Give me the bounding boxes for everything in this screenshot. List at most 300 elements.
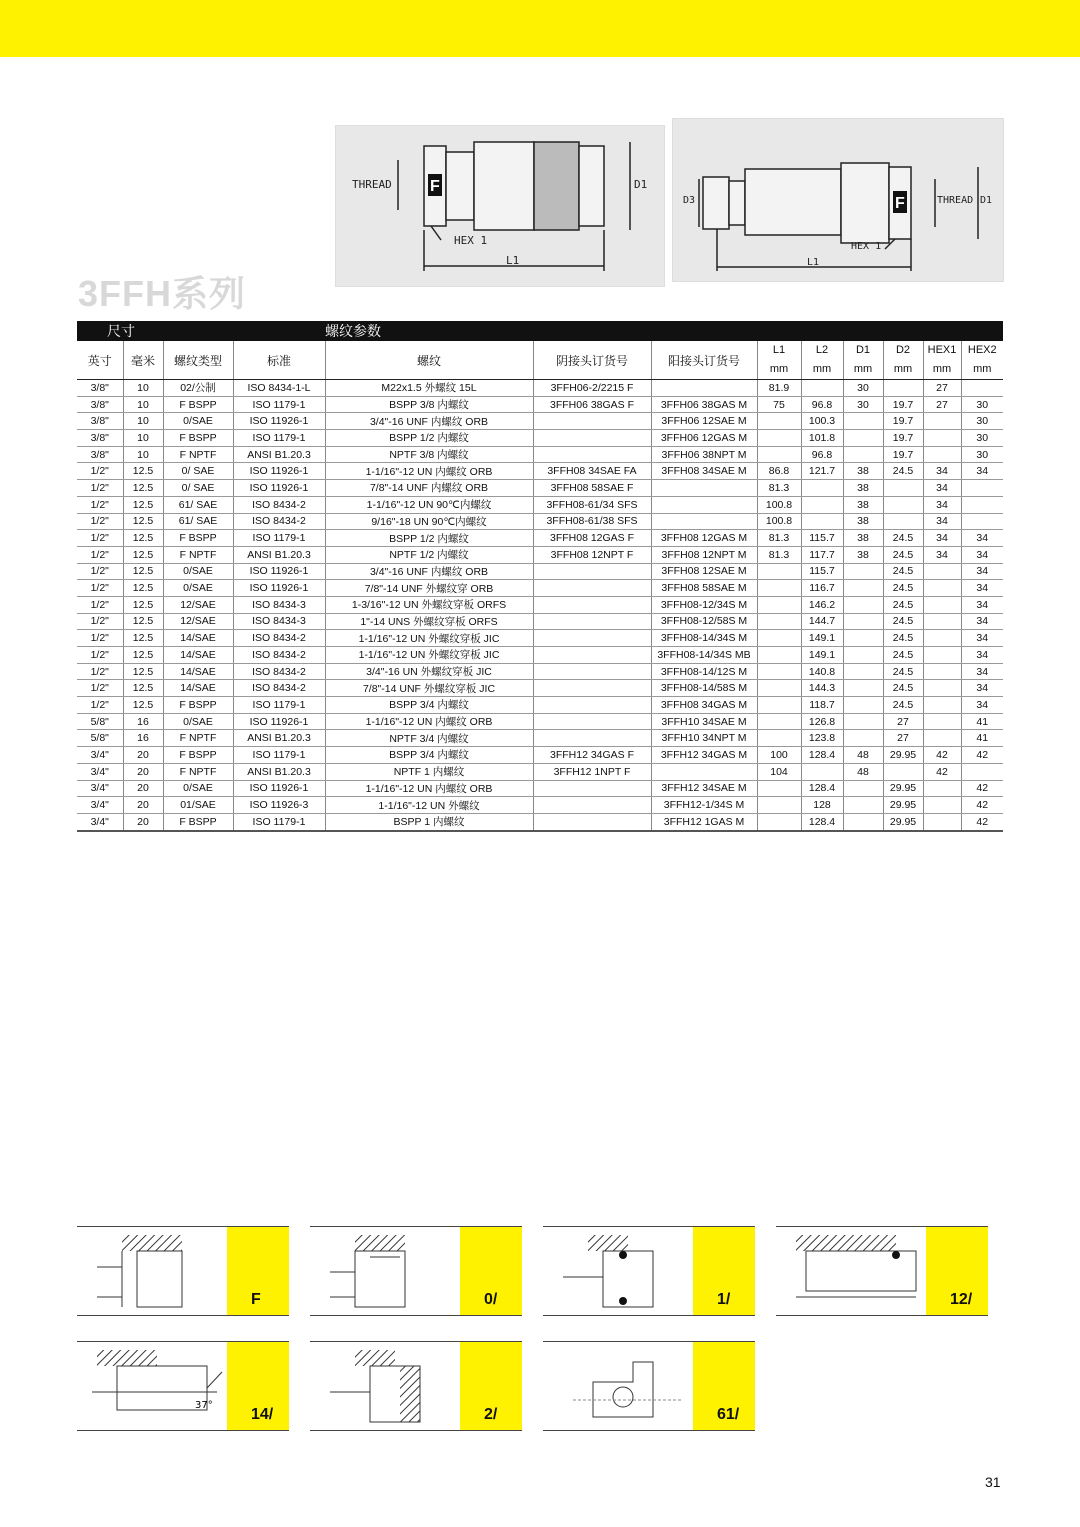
table-cell: [757, 780, 801, 797]
table-cell: 24.5: [883, 580, 923, 597]
table-row: [77, 513, 1003, 530]
table-cell: 34: [961, 647, 1003, 664]
table-cell: 0/SAE: [163, 563, 233, 580]
table-cell: 27: [883, 730, 923, 747]
spec-table: [77, 321, 1003, 832]
table-cell: [883, 763, 923, 780]
table-cell: 0/ SAE: [163, 480, 233, 497]
table-cell: ISO 8434-3: [233, 613, 325, 630]
table-cell: ANSI B1.20.3: [233, 763, 325, 780]
table-cell: [533, 813, 651, 830]
table-cell: [843, 780, 883, 797]
table-cell: 1/2": [77, 630, 123, 647]
table-cell: 3/8": [77, 380, 123, 397]
table-cell: 42: [923, 763, 961, 780]
table-cell: F NPTF: [163, 546, 233, 563]
table-cell: 30: [961, 430, 1003, 447]
table-cell: 27: [883, 713, 923, 730]
table-cell: 34: [923, 496, 961, 513]
table-cell: 20: [123, 763, 163, 780]
table-cell: [533, 713, 651, 730]
table-cell: 1/2": [77, 613, 123, 630]
table-cell: 3FFH08 34SAE FA: [533, 463, 651, 480]
legend-code-tag: [926, 1227, 988, 1315]
table-cell: [533, 797, 651, 814]
table-cell: 30: [843, 396, 883, 413]
table-cell: 3FFH08 12GAS M: [651, 530, 757, 547]
table-cell: 0/SAE: [163, 780, 233, 797]
table-cell: [801, 480, 843, 497]
table-cell: 3FFH08 34SAE M: [651, 463, 757, 480]
table-cell: 34: [961, 463, 1003, 480]
table-cell: BSPP 3/8 内螺纹: [325, 396, 533, 413]
table-cell: 3FFH12 1GAS M: [651, 813, 757, 830]
table-cell: 3FFH06-2/2215 F: [533, 380, 651, 397]
table-cell: 34: [961, 530, 1003, 547]
table-cell: 14/SAE: [163, 630, 233, 647]
table-cell: F NPTF: [163, 763, 233, 780]
table-cell: 1/2": [77, 480, 123, 497]
table-cell: [843, 613, 883, 630]
table-cell: 34: [923, 463, 961, 480]
table-cell: 12.5: [123, 496, 163, 513]
table-cell: 24.5: [883, 697, 923, 714]
table-cell: ISO 11926-1: [233, 463, 325, 480]
table-cell: 1/2": [77, 647, 123, 664]
table-cell: 0/SAE: [163, 413, 233, 430]
col-d2-label: D2: [895, 344, 911, 356]
table-cell: 3/4": [77, 780, 123, 797]
group-size: 尺寸: [77, 321, 325, 341]
table-cell: 128: [801, 797, 843, 814]
table-cell: 0/SAE: [163, 713, 233, 730]
table-cell: 1/2": [77, 663, 123, 680]
table-cell: 1/2": [77, 546, 123, 563]
table-cell: [757, 697, 801, 714]
table-cell: [843, 730, 883, 747]
table-cell: 10: [123, 446, 163, 463]
table-row: [77, 697, 1003, 714]
table-cell: 61/ SAE: [163, 513, 233, 530]
table-cell: 3FFH08-61/38 SFS: [533, 513, 651, 530]
table-cell: F BSPP: [163, 530, 233, 547]
table-cell: ISO 11926-1: [233, 713, 325, 730]
table-cell: 7/8"-14 UNF 外螺纹穿 ORB: [325, 580, 533, 597]
table-cell: [533, 613, 651, 630]
table-cell: 10: [123, 396, 163, 413]
table-cell: 3/8": [77, 446, 123, 463]
table-cell: ISO 8434-2: [233, 647, 325, 664]
table-row: [77, 813, 1003, 830]
table-cell: ANSI B1.20.3: [233, 546, 325, 563]
table-cell: [923, 663, 961, 680]
table-cell: [533, 647, 651, 664]
legend-item: [77, 1226, 289, 1316]
table-cell: 100.8: [757, 513, 801, 530]
table-cell: BSPP 3/4 内螺纹: [325, 697, 533, 714]
table-cell: 24.5: [883, 663, 923, 680]
table-row: [77, 613, 1003, 630]
table-cell: [757, 630, 801, 647]
table-cell: 3FFH12 34GAS F: [533, 747, 651, 764]
table-cell: 27: [923, 396, 961, 413]
table-cell: [883, 380, 923, 397]
table-cell: 3FFH08 12SAE M: [651, 563, 757, 580]
col-d2: [883, 341, 923, 380]
port-14-icon: [77, 1342, 227, 1430]
table-cell: 12/SAE: [163, 596, 233, 613]
table-cell: 3FFH06 38GAS M: [651, 396, 757, 413]
left-thread-label: THREAD: [352, 178, 392, 191]
table-cell: 34: [961, 613, 1003, 630]
table-cell: [923, 596, 961, 613]
table-cell: F BSPP: [163, 813, 233, 830]
col-d1-label: D1: [855, 344, 871, 356]
table-cell: ISO 8434-2: [233, 680, 325, 697]
table-row: [77, 747, 1003, 764]
page-number: 31: [985, 1474, 1001, 1490]
table-cell: 3FFH08-14/58S M: [651, 680, 757, 697]
table-cell: NPTF 1/2 内螺纹: [325, 546, 533, 563]
table-cell: [533, 680, 651, 697]
table-cell: [533, 580, 651, 597]
legend-item: [77, 1341, 289, 1431]
table-row: [77, 763, 1003, 780]
table-cell: 3FFH12 34GAS M: [651, 747, 757, 764]
table-cell: 24.5: [883, 647, 923, 664]
table-cell: [843, 563, 883, 580]
col-l1: [757, 341, 801, 380]
table-cell: 12.5: [123, 463, 163, 480]
table-cell: [801, 763, 843, 780]
table-cell: [757, 430, 801, 447]
table-cell: 1/2": [77, 680, 123, 697]
angle-label: 37°: [195, 1400, 213, 1411]
table-row: [77, 580, 1003, 597]
table-cell: 3FFH12 34SAE M: [651, 780, 757, 797]
table-cell: [923, 446, 961, 463]
col-male-code: 阳接头订货号: [651, 341, 757, 380]
table-cell: 9/16"-18 UN 90℃内螺纹: [325, 513, 533, 530]
table-cell: 20: [123, 780, 163, 797]
table-cell: 3/4"-16 UNF 内螺纹 ORB: [325, 563, 533, 580]
legend-code-tag: [460, 1227, 522, 1315]
table-cell: 3FFH12 1NPT F: [533, 763, 651, 780]
right-thread-label: THREAD: [937, 195, 974, 206]
col-hex2-label: HEX2: [967, 344, 997, 356]
legend-code: F: [251, 1291, 261, 1308]
table-cell: [923, 780, 961, 797]
table-cell: [651, 763, 757, 780]
table-cell: [883, 496, 923, 513]
table-cell: 3/4": [77, 797, 123, 814]
table-cell: 115.7: [801, 530, 843, 547]
table-cell: 3FFH08-14/12S M: [651, 663, 757, 680]
left-logo: F: [430, 178, 440, 195]
table-cell: ANSI B1.20.3: [233, 446, 325, 463]
table-cell: 1/2": [77, 580, 123, 597]
col-hex2: [961, 341, 1003, 380]
table-cell: 01/SAE: [163, 797, 233, 814]
table-cell: 38: [843, 530, 883, 547]
table-cell: NPTF 1 内螺纹: [325, 763, 533, 780]
table-cell: 34: [923, 480, 961, 497]
table-cell: ISO 8434-2: [233, 496, 325, 513]
table-cell: [843, 697, 883, 714]
table-cell: [533, 413, 651, 430]
table-cell: 34: [961, 546, 1003, 563]
table-cell: 1/2": [77, 596, 123, 613]
table-cell: 30: [843, 380, 883, 397]
table-cell: ISO 1179-1: [233, 813, 325, 830]
table-cell: 34: [923, 546, 961, 563]
port-0-icon: [310, 1227, 460, 1315]
table-cell: 34: [961, 630, 1003, 647]
table-cell: [843, 680, 883, 697]
table-cell: F BSPP: [163, 396, 233, 413]
table-cell: 1-1/16"-12 UN 内螺纹 ORB: [325, 463, 533, 480]
table-cell: 3FFH08 58SAE M: [651, 580, 757, 597]
table-row: [77, 546, 1003, 563]
table-cell: 14/SAE: [163, 680, 233, 697]
table-cell: 14/SAE: [163, 663, 233, 680]
table-cell: 3FFH06 12GAS M: [651, 430, 757, 447]
table-cell: F BSPP: [163, 747, 233, 764]
table-cell: 12.5: [123, 513, 163, 530]
table-cell: 115.7: [801, 563, 843, 580]
table-cell: 24.5: [883, 546, 923, 563]
table-cell: [757, 730, 801, 747]
table-cell: NPTF 3/4 内螺纹: [325, 730, 533, 747]
table-cell: 24.5: [883, 596, 923, 613]
table-cell: 12.5: [123, 546, 163, 563]
table-cell: [923, 413, 961, 430]
table-cell: 1/2": [77, 496, 123, 513]
table-cell: 81.3: [757, 530, 801, 547]
legend-code: 14/: [251, 1406, 274, 1423]
table-row: [77, 596, 1003, 613]
table-cell: 12.5: [123, 480, 163, 497]
table-cell: [923, 580, 961, 597]
table-cell: 3FFH10 34NPT M: [651, 730, 757, 747]
table-cell: ISO 1179-1: [233, 697, 325, 714]
table-cell: 30: [961, 446, 1003, 463]
table-cell: 38: [843, 463, 883, 480]
table-cell: 3/4"-16 UNF 内螺纹 ORB: [325, 413, 533, 430]
table-cell: [923, 430, 961, 447]
table-cell: ANSI B1.20.3: [233, 730, 325, 747]
table-row: [77, 480, 1003, 497]
table-cell: [883, 480, 923, 497]
port-61-icon: [543, 1342, 693, 1430]
table-cell: [757, 413, 801, 430]
table-cell: ISO 11926-1: [233, 563, 325, 580]
legend-code: 61/: [717, 1406, 740, 1423]
legend-item: [543, 1341, 755, 1431]
table-cell: [651, 480, 757, 497]
table-cell: [757, 446, 801, 463]
table-cell: [923, 563, 961, 580]
table-cell: NPTF 3/8 内螺纹: [325, 446, 533, 463]
table-row: [77, 713, 1003, 730]
table-row: [77, 647, 1003, 664]
table-cell: 42: [923, 747, 961, 764]
col-thread: 螺纹: [325, 341, 533, 380]
table-cell: 1/2": [77, 463, 123, 480]
table-row: [77, 496, 1003, 513]
table-cell: 1-1/16"-12 UN 外螺纹穿板 JIC: [325, 630, 533, 647]
table-cell: 3FFH06 38GAS F: [533, 396, 651, 413]
table-cell: [533, 596, 651, 613]
table-cell: 42: [961, 780, 1003, 797]
table-cell: 128.4: [801, 780, 843, 797]
table-cell: 3FFH08 12GAS F: [533, 530, 651, 547]
table-cell: [961, 763, 1003, 780]
table-cell: [757, 813, 801, 830]
col-hex1-unit: mm: [932, 363, 952, 375]
legend-code: 2/: [484, 1406, 498, 1423]
table-cell: [923, 697, 961, 714]
table-cell: 20: [123, 797, 163, 814]
female-coupler-drawing: [335, 125, 665, 287]
table-cell: 3FFH08-14/34S M: [651, 630, 757, 647]
table-cell: 24.5: [883, 680, 923, 697]
table-cell: [923, 797, 961, 814]
table-cell: 30: [961, 396, 1003, 413]
right-hex-label: HEX 1: [851, 241, 882, 252]
legend-item: [776, 1226, 988, 1316]
table-cell: [843, 596, 883, 613]
table-cell: 20: [123, 747, 163, 764]
table-cell: 1-1/16"-12 UN 内螺纹 ORB: [325, 713, 533, 730]
table-cell: 12.5: [123, 697, 163, 714]
table-cell: 12.5: [123, 647, 163, 664]
col-d1: [843, 341, 883, 380]
table-cell: 1-1/16"-12 UN 90℃内螺纹: [325, 496, 533, 513]
col-hex1-label: HEX1: [927, 344, 957, 356]
table-cell: 24.5: [883, 630, 923, 647]
legend-code-tag: [693, 1227, 755, 1315]
table-cell: ISO 11926-3: [233, 797, 325, 814]
legend-code: 0/: [484, 1291, 498, 1308]
top-yellow-band: [0, 0, 1080, 57]
table-cell: 34: [923, 530, 961, 547]
table-cell: [533, 446, 651, 463]
col-l2-unit: mm: [812, 363, 832, 375]
table-cell: 12.5: [123, 580, 163, 597]
col-l1-unit: mm: [769, 363, 789, 375]
table-cell: [533, 430, 651, 447]
table-cell: 146.2: [801, 596, 843, 613]
right-l1-label: L1: [807, 257, 820, 268]
table-cell: [843, 647, 883, 664]
table-cell: BSPP 1/2 内螺纹: [325, 530, 533, 547]
right-logo: F: [895, 195, 905, 212]
table-cell: [923, 613, 961, 630]
table-cell: 10: [123, 413, 163, 430]
table-row: [77, 430, 1003, 447]
table-cell: 02/公制: [163, 380, 233, 397]
spec-table-wrapper: [77, 321, 1003, 832]
table-cell: [843, 580, 883, 597]
table-cell: 75: [757, 396, 801, 413]
table-cell: 12.5: [123, 596, 163, 613]
table-cell: [801, 380, 843, 397]
legend-code-tag: [227, 1227, 289, 1315]
table-cell: 38: [843, 513, 883, 530]
right-d1-label: D1: [980, 195, 993, 206]
table-cell: 42: [961, 797, 1003, 814]
table-cell: 1/2": [77, 513, 123, 530]
table-cell: 29.95: [883, 813, 923, 830]
table-cell: [843, 630, 883, 647]
table-cell: [843, 430, 883, 447]
table-cell: M22x1.5 外螺纹 15L: [325, 380, 533, 397]
table-cell: 128.4: [801, 747, 843, 764]
table-cell: [843, 446, 883, 463]
table-cell: 12/SAE: [163, 613, 233, 630]
table-cell: 81.9: [757, 380, 801, 397]
table-group-header: [77, 321, 1003, 341]
table-cell: ISO 1179-1: [233, 430, 325, 447]
table-cell: 7/8"-14 UNF 内螺纹 ORB: [325, 480, 533, 497]
table-row: [77, 380, 1003, 397]
table-cell: 41: [961, 730, 1003, 747]
table-cell: 3FFH12-1/34S M: [651, 797, 757, 814]
table-cell: 100.8: [757, 496, 801, 513]
table-cell: 140.8: [801, 663, 843, 680]
table-cell: 0/ SAE: [163, 463, 233, 480]
table-cell: 117.7: [801, 546, 843, 563]
legend-item: [310, 1226, 522, 1316]
table-cell: [843, 413, 883, 430]
table-cell: 3FFH06 12SAE M: [651, 413, 757, 430]
col-inch: 英寸: [77, 341, 123, 380]
table-cell: 128.4: [801, 813, 843, 830]
legend-code-tag: [227, 1342, 289, 1430]
male-coupler-drawing: [672, 118, 1004, 282]
table-cell: 116.7: [801, 580, 843, 597]
table-cell: ISO 8434-2: [233, 663, 325, 680]
male-coupler-svg: [673, 119, 1003, 281]
table-cell: [961, 380, 1003, 397]
table-cell: [923, 630, 961, 647]
table-cell: 1/2": [77, 563, 123, 580]
table-cell: [533, 697, 651, 714]
table-row: [77, 630, 1003, 647]
table-cell: 29.95: [883, 780, 923, 797]
legend-item: [310, 1341, 522, 1431]
table-row: [77, 563, 1003, 580]
port-1-icon: [543, 1227, 693, 1315]
table-cell: [843, 713, 883, 730]
table-cell: [651, 496, 757, 513]
table-cell: [651, 513, 757, 530]
table-cell: [961, 480, 1003, 497]
port-f-icon: [77, 1227, 227, 1315]
table-cell: 14/SAE: [163, 647, 233, 664]
legend-item: [543, 1226, 755, 1316]
table-row: [77, 797, 1003, 814]
table-cell: F NPTF: [163, 730, 233, 747]
table-cell: 12.5: [123, 563, 163, 580]
group-thread-params: 螺纹参数: [325, 321, 1003, 341]
table-cell: 101.8: [801, 430, 843, 447]
table-cell: [757, 797, 801, 814]
table-cell: 118.7: [801, 697, 843, 714]
port-12-icon: [776, 1227, 926, 1315]
table-cell: [961, 513, 1003, 530]
